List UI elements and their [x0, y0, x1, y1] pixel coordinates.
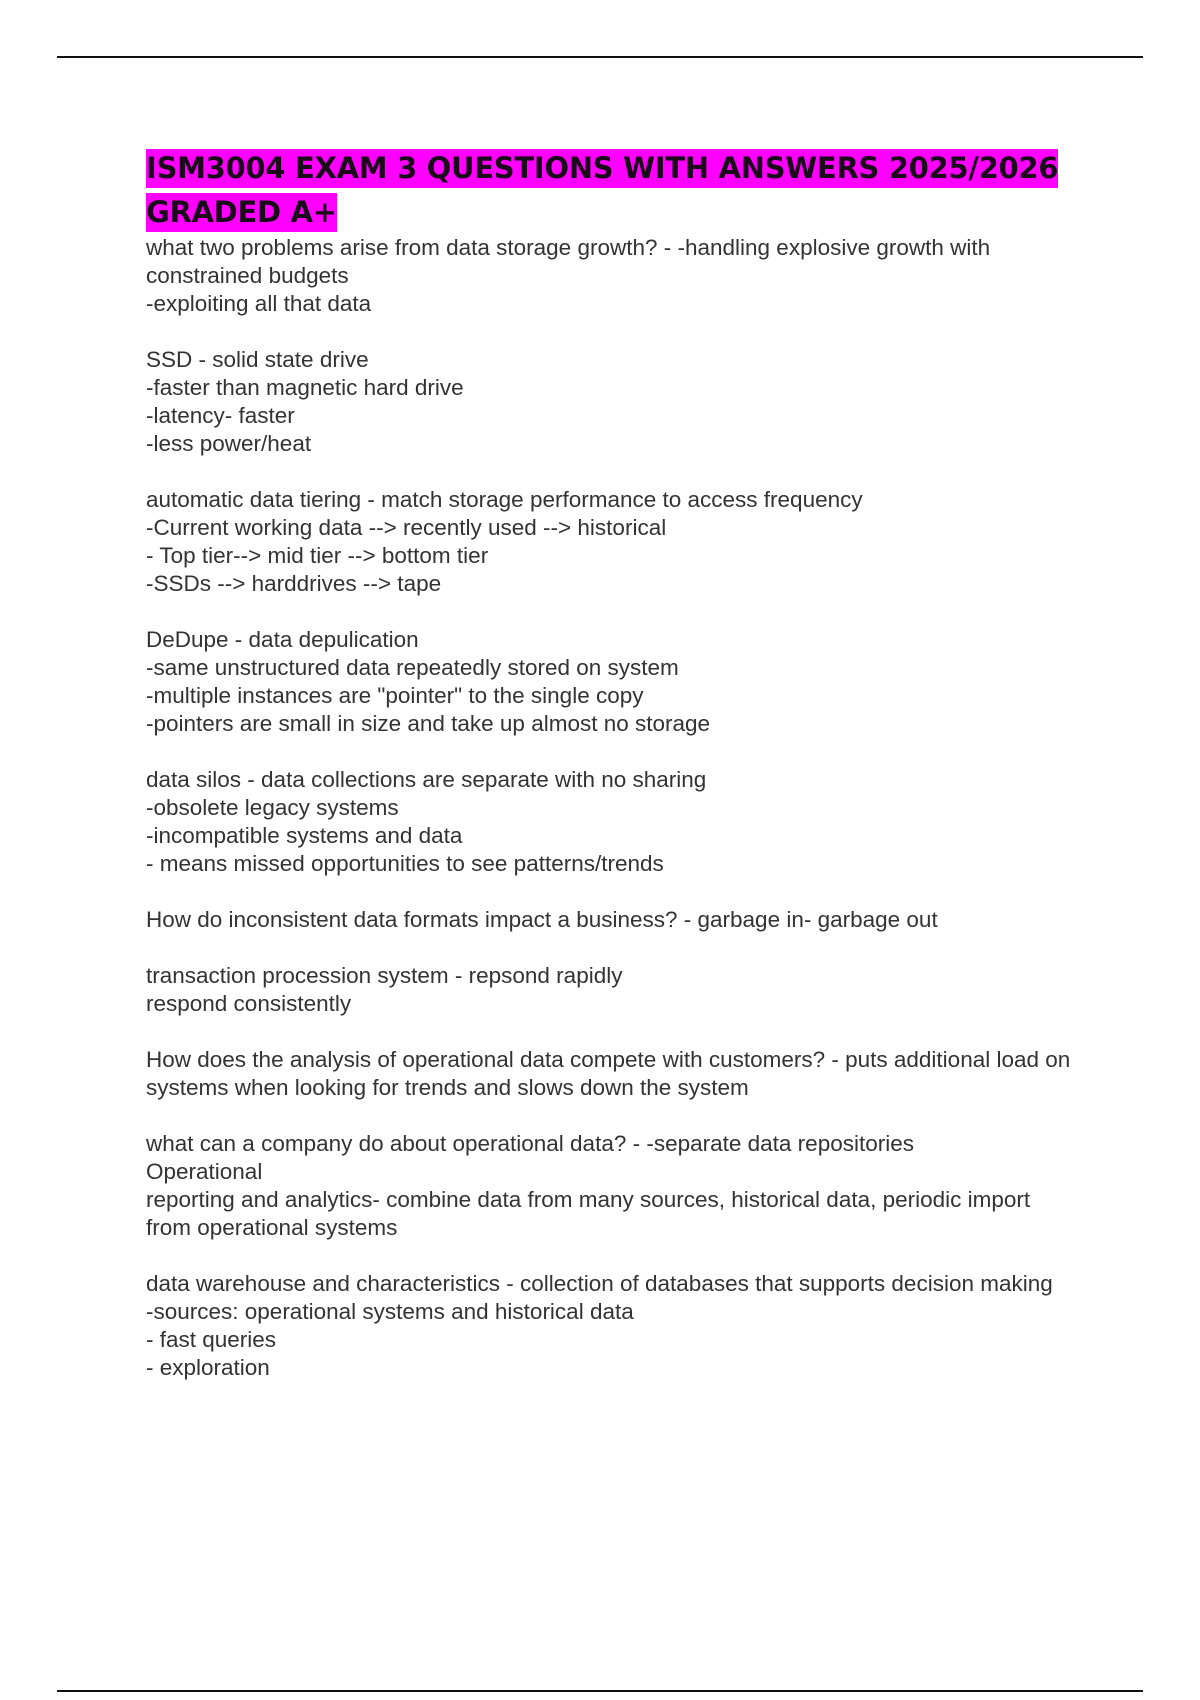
document-title — [146, 146, 1076, 234]
qa-question-line: automatic data tiering - match storage performance to access frequency — [146, 487, 863, 512]
qa-list — [146, 234, 1076, 1382]
top-divider — [57, 56, 1143, 58]
qa-answer-line: Operational — [146, 1159, 263, 1184]
qa-answer-line: -SSDs --> harddrives --> tape — [146, 571, 442, 596]
qa-answer-line: -sources: operational systems and historical data — [146, 1299, 634, 1324]
qa-answer-line: -same unstructured data repeatedly stored on system — [146, 655, 679, 680]
qa-answer-line: - exploration — [146, 1355, 270, 1380]
qa-answer-line: respond consistently — [146, 991, 352, 1016]
qa-answer-line: - fast queries — [146, 1327, 277, 1352]
qa-question-line: DeDupe - data depulication — [146, 627, 419, 652]
qa-answer-line: -incompatible systems and data — [146, 823, 463, 848]
qa-entry — [146, 486, 1076, 598]
highlighted-title-text: ISM3004 EXAM 3 QUESTIONS WITH ANSWERS 2025/2026 GRADED A+ — [146, 149, 1058, 232]
qa-answer-line: - Top tier--> mid tier --> bottom tier — [146, 543, 489, 568]
qa-answer-line: reporting and analytics- combine data from many sources, historical data, periodic import from operational systems — [146, 1187, 1037, 1240]
qa-question-line: data warehouse and characteristics - collection of databases that supports decision making — [146, 1271, 1053, 1296]
qa-entry — [146, 234, 1076, 318]
qa-entry — [146, 1270, 1076, 1382]
qa-answer-line: -obsolete legacy systems — [146, 795, 399, 820]
qa-entry — [146, 962, 1076, 1018]
document-body — [146, 146, 1076, 1410]
qa-question-line: transaction procession system - repsond rapidly — [146, 963, 623, 988]
qa-answer-line: -less power/heat — [146, 431, 312, 456]
qa-question-line: How do inconsistent data formats impact a business? - garbage in- garbage out — [146, 907, 938, 932]
qa-entry — [146, 626, 1076, 738]
qa-entry — [146, 346, 1076, 458]
qa-question-line: SSD - solid state drive — [146, 347, 369, 372]
qa-answer-line: -latency- faster — [146, 403, 295, 428]
qa-question-line: what can a company do about operational data? - -separate data repositories — [146, 1131, 914, 1156]
qa-entry — [146, 1130, 1076, 1242]
qa-answer-line: -exploiting all that data — [146, 291, 372, 316]
qa-entry — [146, 906, 1076, 934]
qa-answer-line: -pointers are small in size and take up almost no storage — [146, 711, 711, 736]
qa-question-line: what two problems arise from data storage growth? - -handling explosive growth with constrained budgets — [146, 235, 997, 288]
qa-answer-line: -faster than magnetic hard drive — [146, 375, 464, 400]
qa-entry — [146, 1046, 1076, 1102]
qa-entry — [146, 766, 1076, 878]
qa-question-line: How does the analysis of operational data compete with customers? - puts additional load on systems when looking for trends and slows down the system — [146, 1047, 1077, 1100]
qa-answer-line: -Current working data --> recently used --> historical — [146, 515, 667, 540]
qa-question-line: data silos - data collections are separate with no sharing — [146, 767, 707, 792]
qa-answer-line: -multiple instances are "pointer" to the single copy — [146, 683, 644, 708]
bottom-divider — [57, 1690, 1143, 1692]
qa-answer-line: - means missed opportunities to see patterns/trends — [146, 851, 664, 876]
